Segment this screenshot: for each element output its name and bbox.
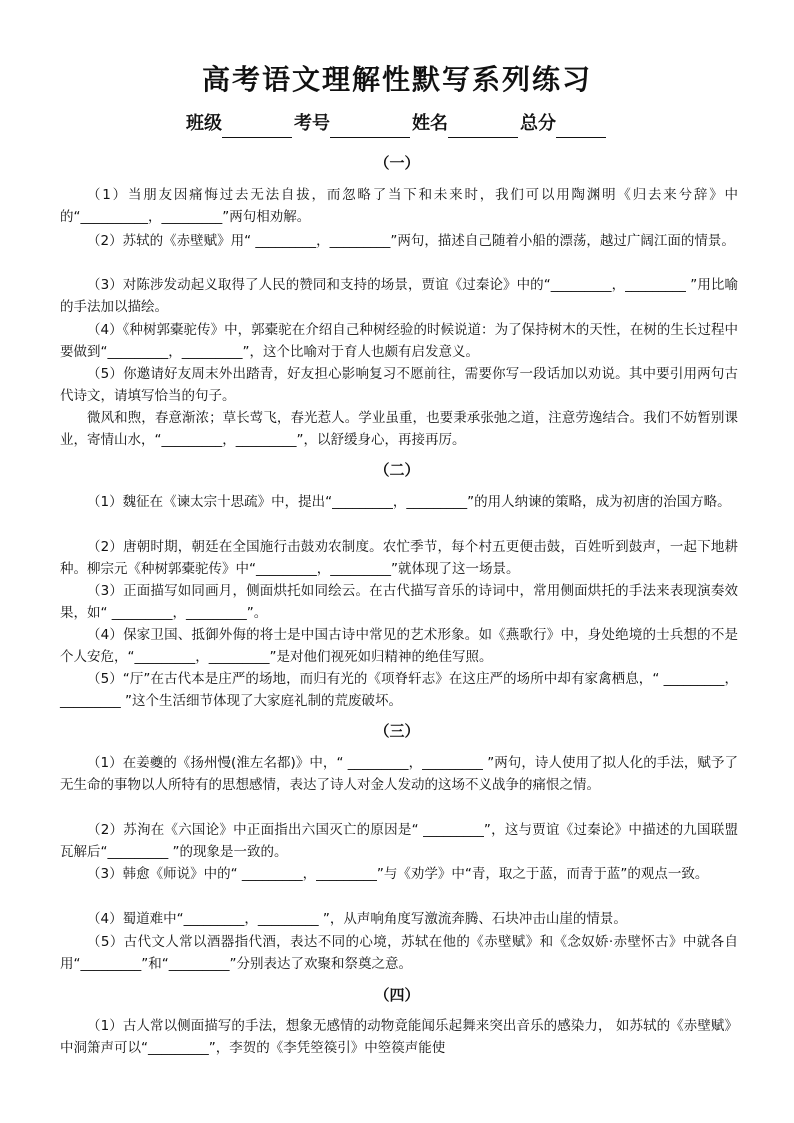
question-item: （2）苏轼的《赤壁赋》用“ _________，_________”两句，描述自己随着小船的漂荡，越过广阔江面的情景。 — [87, 233, 735, 249]
question-item: （4）《种树郭橐驼传》中，郭橐驼在介绍自己种树经验的时候说道：为了保持树木的天性，在树的生长过程中要做到“_________，_________”，这个比喻对于育人也颇有启发意义。 — [60, 322, 738, 361]
question-item: （1）在姜夔的《扬州慢(淮左名都)》中，“ _________，_________ ”两句，诗人使用了拟人化的手法，赋予了无生命的事物以人所特有的思想感情，表达了诗人对金人发动的这场不义战争的痛恨之情。 — [60, 755, 738, 794]
page-title: 高考语文理解性默写系列练习 — [201, 63, 592, 96]
question-item: （3）对陈涉发动起义取得了人民的赞同和支持的场景，贾谊《过秦论》中的“_________，_________ ”用比喻的手法加以描绘。 — [60, 277, 738, 316]
question-item: （3）正面描写如同画月，侧面烘托如同绘云。在古代描写音乐的诗词中，常用侧面烘托的手法来表现演奏效果，如“ _________，_________”。 — [60, 583, 738, 622]
question-item: （1）魏征在《谏太宗十思疏》中，提出“_________，_________”的用人纳谏的策略，成为初唐的治国方略。 — [87, 494, 731, 510]
question-item: （4）蜀道难中“_________，_________ ”，从声响角度写激流奔腾、石块冲击山崖的情景。 — [87, 911, 627, 927]
section-heading: （四） — [374, 986, 420, 1004]
question-item: （1）古人常以侧面描写的手法，想象无感情的动物竟能闻乐起舞来突出音乐的感染力， 如苏轼的《赤壁赋》中洞箫声可以“_________”，李贺的《李凭箜篌引》中箜篌声能使 — [60, 1018, 738, 1057]
question-item: （5）“厅”在古代本是庄严的场地，而归有光的《项脊轩志》在这庄严的场所中却有家禽栖息，“ _________，_________ ”这个生活细节体现了大家庭礼制的荒废破坏。 — [60, 671, 738, 710]
question-item: （2）唐朝时期，朝廷在全国施行击鼓劝农制度。农忙季节，每个村五更便击鼓，百姓听到鼓声，一起下地耕种。柳宗元《种树郭橐驼传》中“_________，_________”就体现了这一场景。 — [60, 539, 738, 578]
section-heading: （一） — [374, 154, 420, 172]
section-heading: （二） — [374, 461, 420, 479]
score-blank[interactable] — [556, 117, 606, 138]
question-item: （5）你邀请好友周末外出踏青，好友担心影响复习不愿前往，需要你写一段话加以劝说。其中要引用两句古代诗文，请填写恰当的句子。 — [60, 366, 738, 405]
name-label: 姓名 — [412, 113, 448, 134]
question-item: （4）保家卫国、抵御外侮的将士是中国古诗中常见的艺术形象。如《燕歌行》中，身处绝境的士兵想的不是个人安危，“_________，_________”是对他们视死如归精神的绝佳写照。 — [60, 627, 738, 666]
exam-no-blank[interactable] — [330, 117, 410, 138]
class-blank[interactable] — [222, 117, 292, 138]
question-item: （1）当朋友因痛悔过去无法自拔，而忽略了当下和未来时，我们可以用陶渊明《归去来兮辞》中的“__________，_________”两句相劝解。 — [60, 187, 738, 226]
section-heading: （三） — [374, 722, 420, 740]
student-info-line — [0, 110, 794, 138]
question-item: 微风和煦，春意渐浓；草长莺飞，春光惹人。学业虽重，也要秉承张弛之道，注意劳逸结合。我们不妨暂别课业，寄情山水，“_________，_________”，以舒缓身心，再接再厉。 — [60, 410, 738, 449]
question-item: （3）韩愈《师说》中的“ _________，_________”与《劝学》中“青，取之于蓝，而青于蓝”的观点一致。 — [87, 866, 709, 882]
exam-no-label: 考号 — [294, 113, 330, 134]
name-blank[interactable] — [448, 117, 518, 138]
score-label: 总分 — [520, 113, 556, 134]
question-item: （5）古代文人常以酒器指代酒，表达不同的心境，苏轼在他的《赤壁赋》和《念奴娇·赤壁怀古》中就各自用“_________”和“_________”分别表达了欢聚和祭奠之意。 — [60, 934, 738, 973]
class-label: 班级 — [186, 113, 222, 134]
question-item: （2）苏洵在《六国论》中正面指出六国灭亡的原因是“ _________”，这与贾谊《过秦论》中描述的九国联盟瓦解后“_________ ”的现象是一致的。 — [60, 822, 738, 861]
